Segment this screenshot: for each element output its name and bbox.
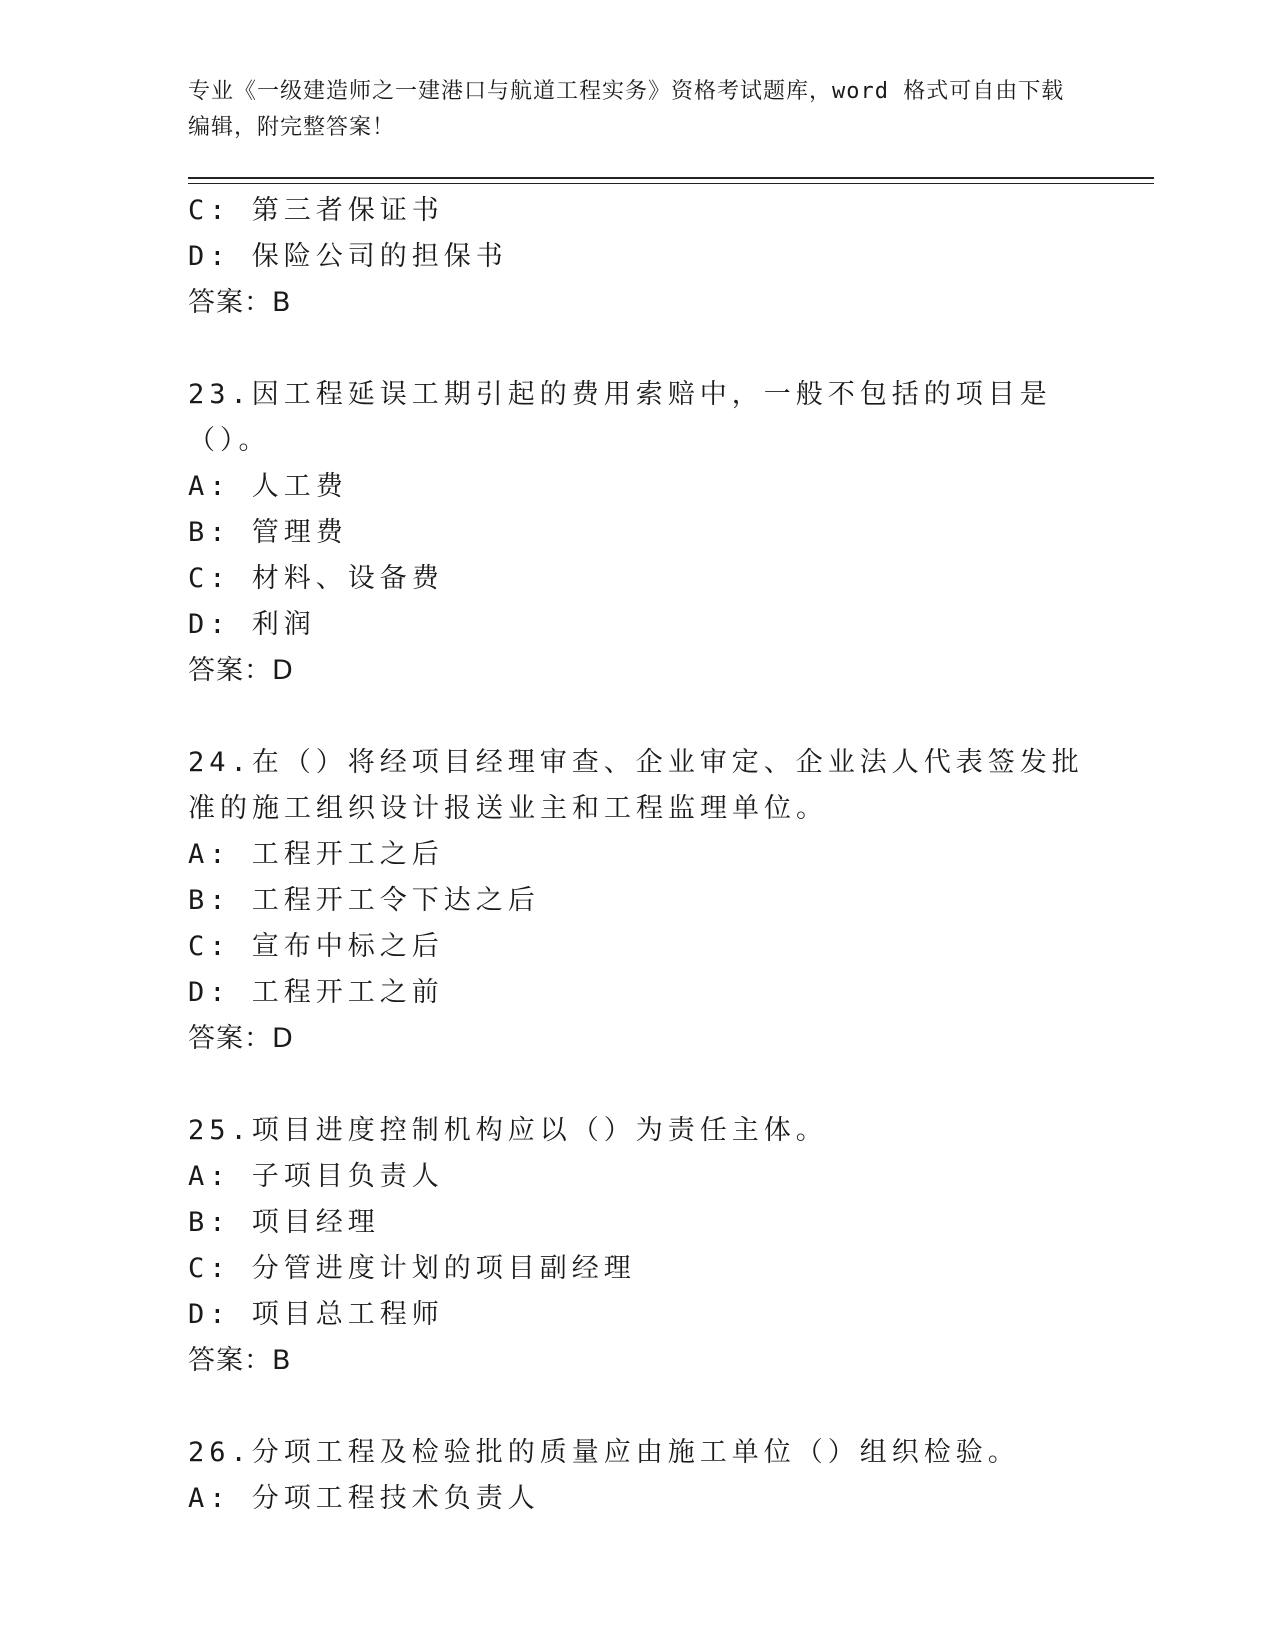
question-stem: 23.因工程延误工期引起的费用索赔中，一般不包括的项目是（）。 (188, 379, 1052, 456)
option-line: B: 管理费 (188, 517, 348, 548)
question-stem: 26.分项工程及检验批的质量应由施工单位（）组织检验。 (188, 1437, 1020, 1468)
question-stem: 25.项目进度控制机构应以（）为责任主体。 (188, 1115, 828, 1146)
page-header: 专业《一级建造师之一建港口与航道工程实务》资格考试题库，word 格式可自由下载编辑，附完整答案！ (188, 79, 1065, 140)
answer-line: 答案：D (188, 1023, 294, 1054)
question-content (188, 188, 1154, 1522)
option-line: A: 人工费 (188, 471, 348, 502)
option-line: B: 项目经理 (188, 1207, 380, 1238)
answer-line: 答案：D (188, 655, 294, 686)
option-line: D: 工程开工之前 (188, 977, 444, 1008)
option-line: D: 项目总工程师 (188, 1299, 444, 1330)
header-rule-thick (188, 177, 1154, 179)
option-line: A: 分项工程技术负责人 (188, 1483, 540, 1514)
option-line: A: 子项目负责人 (188, 1161, 444, 1192)
answer-line: 答案：B (188, 1345, 292, 1376)
option-line: C: 第三者保证书 (188, 195, 444, 226)
option-line: B: 工程开工令下达之后 (188, 885, 540, 916)
option-line: C: 分管进度计划的项目副经理 (188, 1253, 636, 1284)
question-stem: 24.在（）将经项目经理审查、企业审定、企业法人代表签发批准的施工组织设计报送业主和工程监理单位。 (188, 747, 1084, 824)
option-line: C: 宣布中标之后 (188, 931, 444, 962)
option-line: D: 保险公司的担保书 (188, 241, 508, 272)
header-rule-thin (188, 183, 1154, 184)
option-line: A: 工程开工之后 (188, 839, 444, 870)
option-line: D: 利润 (188, 609, 316, 640)
answer-line: 答案：B (188, 287, 292, 318)
option-line: C: 材料、设备费 (188, 563, 444, 594)
